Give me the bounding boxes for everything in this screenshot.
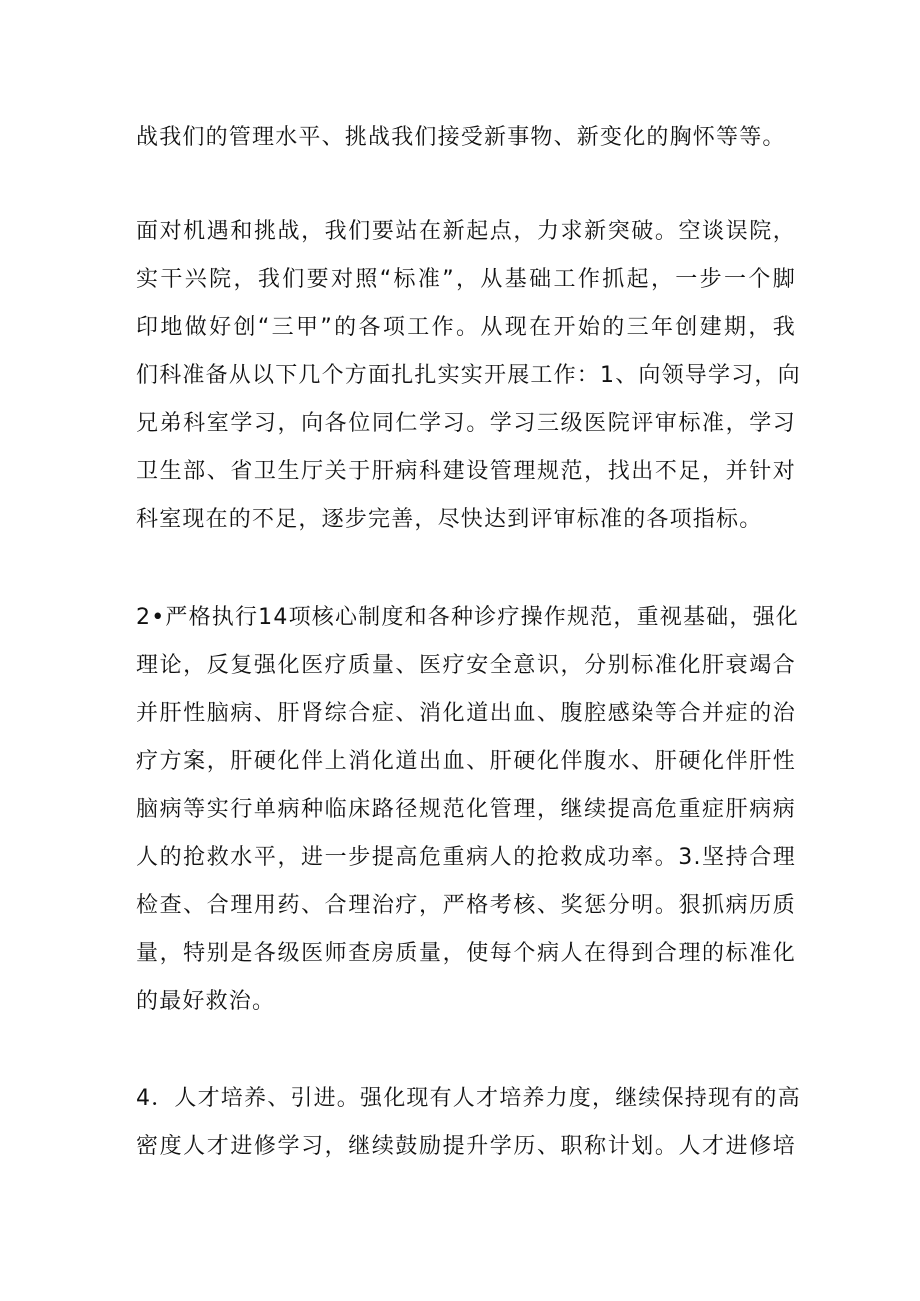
- paragraph-3-line-7: 检查、合理用药、合理治疗，严格考核、奖惩分明。狠抓病历质: [136, 893, 796, 918]
- paragraph-2-line-6: 卫生部、省卫生厅关于肝病科建设管理规范，找出不足，并针对: [136, 459, 796, 484]
- paragraph-3-line-3: 并肝性脑病、肝肾综合症、消化道出血、腹腔感染等合并症的治: [136, 701, 796, 726]
- paragraph-2-line-4: 们科准备从以下几个方面扎扎实实开展工作：1、向领导学习，向: [136, 363, 801, 388]
- paragraph-2-line-1: 面对机遇和挑战，我们要站在新起点，力求新突破。空谈误院，: [136, 219, 796, 244]
- paragraph-2-line-2: 实干兴院，我们要对照“标准”，从基础工作抓起，一步一个脚: [136, 267, 796, 292]
- paragraph-2-line-3: 印地做好创“三甲”的各项工作。从现在开始的三年创建期，我: [136, 315, 796, 340]
- paragraph-2-line-7: 科室现在的不足，逐步完善，尽快达到评审标准的各项指标。: [136, 507, 763, 532]
- paragraph-1-line-1: 战我们的管理水平、挑战我们接受新事物、新变化的胸怀等等。: [136, 125, 786, 150]
- paragraph-3-line-2: 理论，反复强化医疗质量、医疗安全意识，分别标准化肝衰竭合: [136, 653, 796, 678]
- paragraph-4-line-1: 4．人才培养、引进。强化现有人才培养力度，继续保持现有的高: [136, 1086, 801, 1111]
- paragraph-3-line-6: 人的抢救水平，进一步提高危重病人的抢救成功率。3.坚持合理: [136, 845, 796, 870]
- paragraph-3-line-1: 2•严格执行14项核心制度和各种诊疗操作规范，重视基础，强化: [136, 605, 799, 630]
- paragraph-2-line-5: 兄弟科室学习，向各位同仁学习。学习三级医院评审标准，学习: [136, 411, 796, 436]
- paragraph-3-line-4: 疗方案，肝硬化伴上消化道出血、肝硬化伴腹水、肝硬化伴肝性: [136, 749, 796, 774]
- paragraph-4-line-2: 密度人才进修学习，继续鼓励提升学历、职称计划。人才进修培: [136, 1134, 796, 1159]
- paragraph-3-line-5: 脑病等实行单病种临床路径规范化管理，继续提高危重症肝病病: [136, 797, 796, 822]
- paragraph-3-line-8: 量，特别是各级医师查房质量，使每个病人在得到合理的标准化: [136, 941, 796, 966]
- paragraph-3-line-9: 的最好救治。: [136, 989, 276, 1014]
